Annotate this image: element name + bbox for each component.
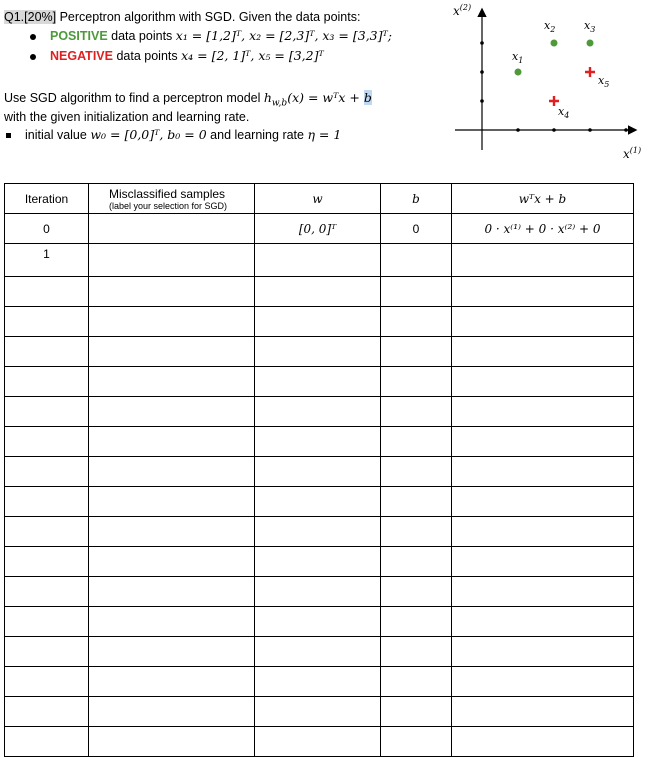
cell-misclassified[interactable] (89, 307, 255, 337)
model-b-highlight: b (363, 90, 372, 105)
point-label: $x_4$ (558, 105, 570, 120)
cell-b[interactable] (381, 337, 452, 367)
point-label: $x_1$ (512, 50, 524, 65)
cell-model[interactable] (452, 577, 634, 607)
cell-model[interactable] (452, 667, 634, 697)
cell-model[interactable] (452, 427, 634, 457)
model-expr: (x) = wᵀx + (287, 90, 364, 105)
table-row (5, 307, 634, 337)
bullet-dot (30, 54, 36, 60)
table-row (5, 397, 634, 427)
question-title: Perceptron algorithm with SGD. Given the data points: (56, 10, 361, 24)
y-axis-label: $x^{(2)}$ (453, 3, 472, 18)
instruction-text-2: with the given initialization and learning rate. (4, 110, 250, 124)
instruction-line-2 (4, 109, 249, 125)
init-mid: and learning rate (206, 128, 308, 142)
positive-point (587, 40, 594, 47)
cell-iteration[interactable] (5, 607, 89, 637)
cell-misclassified[interactable] (89, 397, 255, 427)
learning-rate-math: η = 1 (307, 127, 342, 142)
cell-misclassified[interactable] (89, 607, 255, 637)
y-tick (480, 41, 484, 45)
cell-iteration[interactable] (5, 397, 89, 427)
header-misclassified (89, 184, 255, 214)
cell-misclassified[interactable] (89, 277, 255, 307)
table-row (5, 214, 634, 244)
cell-misclassified[interactable] (89, 517, 255, 547)
data-points (512, 19, 609, 120)
cell-model[interactable] (452, 487, 634, 517)
header-misclassified-label: Misclassified samples (109, 186, 226, 201)
header-iteration: Iteration (5, 184, 89, 214)
table-row (5, 517, 634, 547)
cell-w[interactable] (255, 367, 381, 397)
cell-model[interactable] (452, 547, 634, 577)
table-row (5, 637, 634, 667)
cell-b[interactable] (381, 727, 452, 757)
cell-w[interactable] (255, 697, 381, 727)
bullet-dot (30, 34, 36, 40)
x-tick (552, 128, 556, 132)
cell-b: 0 (381, 214, 452, 244)
cell-misclassified[interactable] (89, 727, 255, 757)
negative-math: x₄ = [2, 1]ᵀ, x₅ = [3,2]ᵀ (181, 48, 324, 63)
cell-b[interactable] (381, 307, 452, 337)
cell-w[interactable] (255, 607, 381, 637)
cell-b[interactable] (381, 637, 452, 667)
cell-model[interactable] (452, 397, 634, 427)
table-row (5, 427, 634, 457)
cell-misclassified[interactable] (89, 547, 255, 577)
table-row (5, 367, 634, 397)
cell-w[interactable] (255, 244, 381, 277)
cell-iteration[interactable] (5, 517, 89, 547)
table-row (5, 457, 634, 487)
cell-w[interactable] (255, 427, 381, 457)
cell-model[interactable] (452, 337, 634, 367)
cell-iteration[interactable] (5, 337, 89, 367)
init-text: initial value (25, 128, 91, 142)
cell-b[interactable] (381, 457, 452, 487)
cell-iteration[interactable] (5, 547, 89, 577)
table-header-row (5, 184, 634, 214)
positive-math: x₁ = [1,2]ᵀ, x₂ = [2,3]ᵀ, x₃ = [3,3]ᵀ; (175, 28, 392, 43)
cell-b[interactable] (381, 547, 452, 577)
cell-model[interactable] (452, 307, 634, 337)
header-model: wᵀx + b (452, 184, 634, 214)
question-label: Q1.[20%] (4, 10, 57, 24)
cell-w[interactable] (255, 277, 381, 307)
cell-misclassified[interactable] (89, 214, 255, 244)
cell-w[interactable] (255, 727, 381, 757)
cell-w[interactable] (255, 577, 381, 607)
cell-misclassified[interactable] (89, 427, 255, 457)
header-misclassified-note: (label your selection for SGD) (109, 200, 228, 211)
cell-b[interactable] (381, 367, 452, 397)
y-tick (480, 99, 484, 103)
cell-misclassified[interactable] (89, 577, 255, 607)
cell-model[interactable] (452, 727, 634, 757)
model-h: h (263, 90, 272, 105)
table-row (5, 607, 634, 637)
cell-w[interactable] (255, 517, 381, 547)
negative-bullet-line (0, 48, 324, 64)
cell-w[interactable] (255, 637, 381, 667)
cell-w[interactable] (255, 337, 381, 367)
point-label: $x_3$ (584, 19, 596, 34)
cell-iteration[interactable] (5, 427, 89, 457)
cell-misclassified[interactable] (89, 667, 255, 697)
positive-tag: POSITIVE (50, 29, 108, 43)
cell-w[interactable] (255, 307, 381, 337)
cell-w[interactable] (255, 547, 381, 577)
cell-iteration[interactable] (5, 487, 89, 517)
instruction-text: Use SGD algorithm to find a perceptron model (4, 91, 264, 105)
cell-model[interactable] (452, 367, 634, 397)
negative-tag: NEGATIVE (50, 49, 113, 63)
positive-text: data points (107, 29, 176, 43)
question-title-line (4, 9, 360, 25)
header-w: w (255, 184, 381, 214)
y-tick (480, 70, 484, 74)
positive-point (551, 40, 558, 47)
table-row (5, 547, 634, 577)
cell-iteration[interactable] (5, 457, 89, 487)
cell-misclassified[interactable] (89, 487, 255, 517)
cell-misclassified[interactable] (89, 244, 255, 277)
table-row (5, 697, 634, 727)
cell-model[interactable] (452, 607, 634, 637)
cell-iteration[interactable] (5, 727, 89, 757)
cell-model[interactable] (452, 637, 634, 667)
cell-b[interactable] (381, 487, 452, 517)
table-row (5, 277, 634, 307)
cell-w[interactable] (255, 397, 381, 427)
y-tick (480, 12, 484, 16)
cell-w[interactable] (255, 667, 381, 697)
instruction-line-3 (0, 127, 341, 143)
cell-b[interactable] (381, 244, 452, 277)
cell-iteration[interactable] (5, 637, 89, 667)
header-b: b (381, 184, 452, 214)
cell-iteration[interactable] (5, 667, 89, 697)
x-tick (516, 128, 520, 132)
cell-misclassified[interactable] (89, 337, 255, 367)
cell-model: 0 · x⁽¹⁾ + 0 · x⁽²⁾ + 0 (452, 214, 634, 244)
init-math: w₀ = [0,0]ᵀ, b₀ = 0 (90, 127, 207, 142)
square-bullet (6, 133, 11, 138)
cell-iteration[interactable] (5, 697, 89, 727)
negative-point (585, 67, 595, 77)
negative-text: data points (112, 49, 182, 63)
cell-b[interactable] (381, 697, 452, 727)
table-row (5, 727, 634, 757)
cell-iteration[interactable] (5, 307, 89, 337)
scatter-plot (445, 0, 645, 175)
table-row (5, 577, 634, 607)
cell-iteration[interactable] (5, 577, 89, 607)
table-row (5, 244, 634, 277)
table-row (5, 337, 634, 367)
cell-b[interactable] (381, 667, 452, 697)
cell-misclassified[interactable] (89, 457, 255, 487)
iteration-table (4, 183, 634, 757)
cell-b[interactable] (381, 517, 452, 547)
table-row (5, 667, 634, 697)
cell-misclassified[interactable] (89, 697, 255, 727)
cell-model[interactable] (452, 697, 634, 727)
cell-model[interactable] (452, 457, 634, 487)
cell-model[interactable] (452, 277, 634, 307)
positive-point (515, 69, 522, 76)
cell-w: [0, 0]ᵀ (255, 214, 381, 244)
cell-misclassified[interactable] (89, 637, 255, 667)
cell-w[interactable] (255, 487, 381, 517)
cell-b[interactable] (381, 427, 452, 457)
cell-model[interactable] (452, 517, 634, 547)
positive-bullet-line (0, 28, 392, 44)
cell-iteration[interactable] (5, 277, 89, 307)
cell-b[interactable] (381, 607, 452, 637)
x-axis-label: $x^{(1)}$ (623, 146, 642, 161)
cell-b[interactable] (381, 277, 452, 307)
point-label: $x_2$ (544, 19, 556, 34)
point-label: $x_5$ (598, 74, 610, 89)
x-tick (624, 128, 628, 132)
model-h-sub: w,b (271, 98, 288, 109)
cell-misclassified[interactable] (89, 367, 255, 397)
cell-iteration: 0 (5, 214, 89, 244)
table-row (5, 487, 634, 517)
cell-w[interactable] (255, 457, 381, 487)
cell-b[interactable] (381, 397, 452, 427)
cell-iteration[interactable] (5, 367, 89, 397)
x-tick (588, 128, 592, 132)
cell-model[interactable] (452, 244, 634, 277)
cell-iteration: 1 (5, 244, 89, 277)
cell-b[interactable] (381, 577, 452, 607)
